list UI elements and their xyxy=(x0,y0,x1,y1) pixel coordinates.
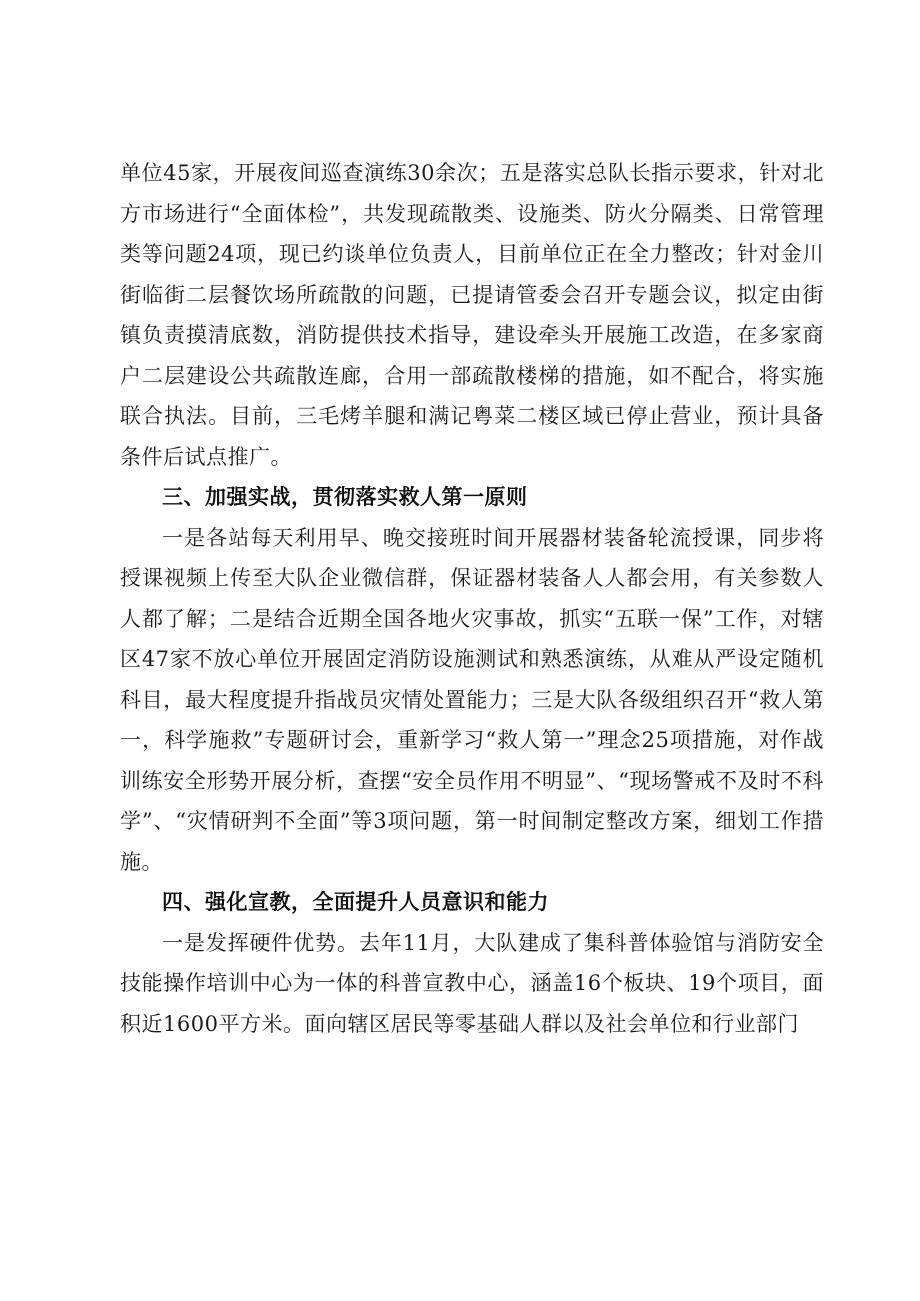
section-heading-four: 四、强化宣教，全面提升人员意识和能力 xyxy=(162,890,549,914)
document-body xyxy=(120,153,824,1044)
paragraph-continuation: 单位45家，开展夜间巡查演练30余次；五是落实总队长指示要求，针对北方市场进行“全面体检”，共发现疏散类、设施类、防火分隔类、日常管理类等问题24项，现已约谈单位负责人，目前单位正在全力整改；针对金川街临街二层餐饮场所疏散的问题，已提请管委会召开专题会议，拟定由街镇负责摸清底数，消防提供技术指导，建设牵头开展施工改造，在多家商户二层建设公共疏散连廊，合用一部疏散楼梯的措施，如不配合，将实施联合执法。目前，三毛烤羊腿和满记粤菜二楼区域已停止营业，预计具备条件后试点推广。 xyxy=(120,161,824,469)
paragraph-section-three: 一是各站每天利用早、晚交接班时间开展器材装备轮流授课，同步将授课视频上传至大队企业微信群，保证器材装备人人都会用，有关参数人人都了解；二是结合近期全国各地火灾事故，抓实“五联一保”工作，对辖区47家不放心单位开展固定消防设施测试和熟悉演练，从难从严设定随机科目，最大程度提升指战员灾情处置能力；三是大队各级组织召开“救人第一，科学施救”专题研讨会，重新学习“救人第一”理念25项措施，对作战训练安全形势开展分析，查摆“安全员作用不明显”、“现场警戒不及时不科学”、“灾情研判不全面”等3项问题，第一时间制定整改方案，细划工作措施。 xyxy=(120,525,824,874)
section-heading-three: 三、加强实战，贯彻落实救人第一原则 xyxy=(162,485,528,509)
paragraph-section-four: 一是发挥硬件优势。去年11月，大队建成了集科普体验馆与消防安全技能操作培训中心为一体的科普宣教中心，涵盖16个板块、19个项目，面积近1600平方米。面向辖区居民等零基础人群以及社会单位和行业部门 xyxy=(120,930,824,1036)
